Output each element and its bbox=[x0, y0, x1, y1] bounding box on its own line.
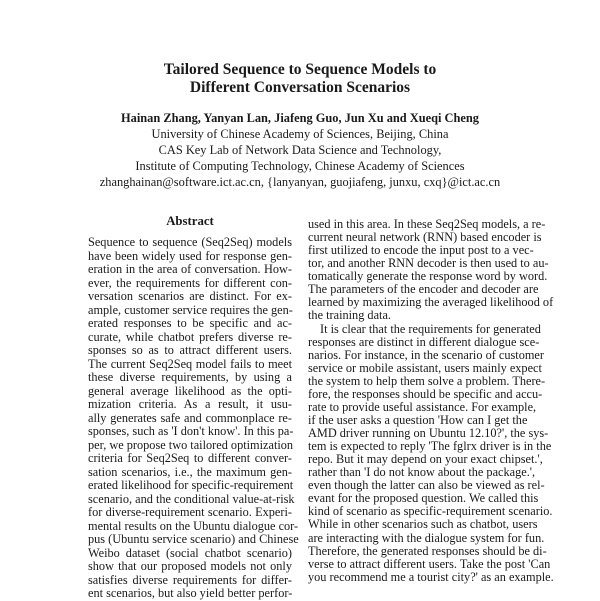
author-emails: zhanghainan@software.ict.ac.cn, {lanyanyan, guojiafeng, junxu, cxq}@ict.ac.cn bbox=[99, 175, 501, 189]
text-line: erated responses to be specific and ac- bbox=[88, 316, 292, 330]
text-line: It is clear that the requirements for generated bbox=[320, 321, 541, 336]
text-line: used in this area. In these Seq2Seq models, a re- bbox=[308, 217, 546, 231]
text-line: mental results on the Ubuntu dialogue cor- bbox=[88, 518, 299, 533]
introduction-body bbox=[308, 217, 554, 584]
text-line: pus (Ubuntu service scenario) and Chinese bbox=[88, 532, 299, 546]
text-line: have been widely used for response gen- bbox=[88, 248, 292, 263]
text-line: narios. For instance, in the scenario of customer bbox=[308, 347, 544, 362]
text-line: ever, the requirements for different con- bbox=[88, 275, 292, 290]
text-line: learned by maximizing the averaged likelihood of bbox=[308, 295, 554, 310]
affiliation-2: CAS Key Lab of Network Data Science and Technology, bbox=[158, 143, 442, 157]
text-line: rate to provide useful assistance. For example, bbox=[308, 399, 537, 414]
text-line: are interacting with the dialogue system for fun. bbox=[308, 530, 545, 545]
text-line: even though the latter can also be viewed as rel- bbox=[308, 478, 545, 493]
text-line: sponses so as to attract different users. bbox=[88, 343, 292, 357]
text-line: tomatically generate the response word by word. bbox=[308, 269, 548, 284]
text-line: rather than 'I do not know about the package.', bbox=[308, 465, 536, 480]
text-line: per, we propose two tailored optimization bbox=[88, 437, 294, 452]
text-line: these diverse requirements, by using a bbox=[88, 370, 292, 384]
text-line: you recommend me a tourist city?' as an example. bbox=[308, 569, 554, 584]
text-line: eration in the area of conversation. How- bbox=[88, 262, 292, 276]
affiliation-3: Institute of Computing Technology, Chinese Academy of Sciences bbox=[135, 159, 465, 173]
text-line: sponses, such as 'I don't know'. In this pa- bbox=[88, 424, 294, 438]
text-line: criteria for Seq2Seq to different conver- bbox=[88, 451, 292, 465]
text-line: repo. But it may depend on your exact chipset.', bbox=[308, 452, 543, 467]
text-line: scenario, and the conditional value-at-risk bbox=[88, 491, 295, 506]
paper-title-line-1: Tailored Sequence to Sequence Models to bbox=[163, 61, 437, 78]
text-line: service or mobile assistant, users mainly expect bbox=[308, 360, 542, 375]
text-line: erated likelihood for specific-requirement bbox=[88, 478, 294, 492]
text-line: Sequence to sequence (Seq2Seq) models bbox=[88, 235, 292, 249]
text-line: mization criteria. As a result, it usu- bbox=[88, 397, 292, 411]
text-line: Therefore, the generated responses should be di- bbox=[308, 543, 547, 558]
text-line: if the user asks a question 'How can I get the bbox=[308, 412, 528, 427]
text-line: responses are distinct in different dialogue sce- bbox=[308, 334, 540, 349]
abstract-body bbox=[88, 235, 299, 601]
text-line: the training data. bbox=[308, 308, 391, 323]
text-line: verse to attract different users. Take the post 'Can bbox=[308, 556, 551, 571]
text-line: the system to help them solve a problem. There- bbox=[308, 373, 546, 388]
text-line: ent scenarios, but also yield better perfor- bbox=[88, 586, 293, 600]
abstract-heading: Abstract bbox=[166, 214, 214, 228]
text-line: for diverse-requirement scenario. Experi- bbox=[88, 505, 292, 519]
text-line: show that our proposed models not only bbox=[88, 559, 292, 573]
text-line: Weibo dataset (social chatbot scenario) bbox=[88, 545, 292, 560]
text-line: While in other scenarios such as chatbot, users bbox=[308, 517, 538, 532]
text-line: kind of scenario as specific-requirement scenario. bbox=[308, 504, 553, 519]
text-line: general average likelihood as the opti- bbox=[88, 383, 292, 398]
text-line: sation scenarios, i.e., the maximum gen- bbox=[88, 464, 292, 479]
text-line: first utilized to encode the input post to a vec- bbox=[308, 243, 534, 258]
text-line: tor, and another RNN decoder is then used to au- bbox=[308, 256, 549, 271]
authors: Hainan Zhang, Yanyan Lan, Jiafeng Guo, Jun Xu and Xueqi Cheng bbox=[121, 111, 479, 125]
text-line: curate, while chatbot prefers diverse re- bbox=[88, 329, 292, 344]
affiliation-1: University of Chinese Academy of Sciences, Beijing, China bbox=[151, 127, 449, 141]
text-line: evant for the proposed question. We called this bbox=[308, 491, 539, 506]
paper-title-line-2: Different Conversation Scenarios bbox=[189, 79, 411, 96]
text-line: The current Seq2Seq model fails to meet bbox=[88, 356, 292, 371]
text-line: The parameters of the encoder and decoder are bbox=[308, 282, 539, 297]
text-line: current neural network (RNN) based encoder is bbox=[308, 230, 542, 245]
text-line: satisfies diverse requirements for differ- bbox=[88, 572, 292, 587]
text-line: ample, customer service requires the gen- bbox=[88, 302, 293, 317]
text-line: tem is expected to reply 'The fglrx driver is in the bbox=[308, 439, 552, 454]
text-line: fore, the responses should be specific and accu- bbox=[308, 386, 543, 401]
text-line: AMD driver running on Ubuntu 12.10?', the sys- bbox=[308, 426, 549, 440]
text-line: ally generates safe and commonplace re- bbox=[88, 410, 292, 425]
text-line: versation scenarios are distinct. For ex- bbox=[88, 289, 292, 303]
